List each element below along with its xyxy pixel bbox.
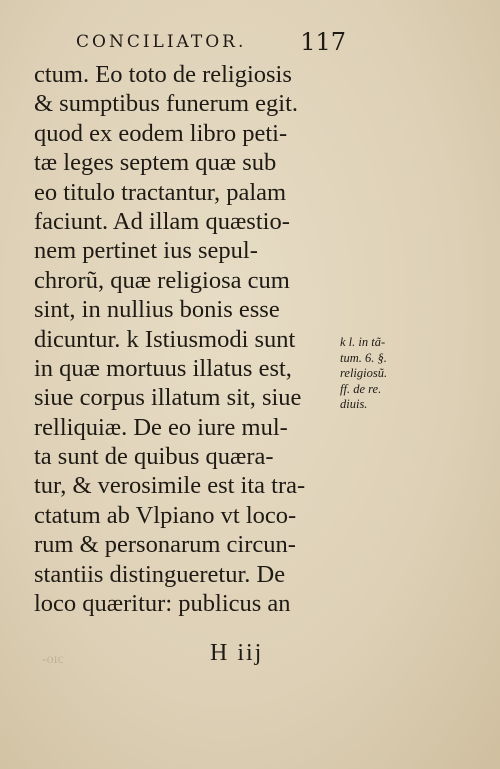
- margin-note-line: religiosũ.: [340, 366, 388, 380]
- text-line: in quæ mortuus illatus est,: [34, 354, 292, 382]
- text-line: relliquiæ. De eo iure mul-: [34, 413, 288, 441]
- text-line: ctum. Eo toto de religiosis: [34, 61, 292, 88]
- margin-note-line: k l. in tã-: [340, 335, 386, 349]
- page-header: [76, 30, 346, 60]
- text-line: chrorũ, quæ religiosa cum: [34, 266, 290, 294]
- text-line: tæ leges septem quæ sub: [34, 149, 277, 177]
- text-line: stantiis distingueretur. De: [34, 560, 286, 588]
- text-line: tur, & verosimile est ita tra-: [34, 472, 306, 500]
- running-head: CONCILIATOR.: [76, 32, 247, 52]
- page-number: 117: [300, 28, 346, 56]
- margin-note-line: ff. de re.: [340, 381, 382, 396]
- text-line: dicuntur. k Istiusmodi sunt: [34, 325, 296, 353]
- text-line: loco quæritur: publicus an: [34, 590, 291, 618]
- body-text: [34, 60, 344, 618]
- text-line: ta sunt de quibus quæra-: [34, 443, 274, 471]
- bleed-through-text: -oıc: [42, 652, 64, 667]
- text-line: quod ex eodem libro peti-: [34, 119, 288, 147]
- marginal-citation: [340, 335, 420, 413]
- text-line: siue corpus illatum sit, siue: [34, 384, 302, 412]
- text-line: faciunt. Ad illam quæstio-: [34, 207, 290, 235]
- text-line: nem pertinet ius sepul-: [34, 237, 258, 265]
- text-line: rum & personarum circun-: [34, 531, 296, 559]
- text-line: ctatum ab Vlpiano vt loco-: [34, 501, 297, 529]
- signature-mark: H iij: [210, 640, 264, 666]
- text-line: & sumptibus funerum egit.: [34, 90, 299, 118]
- text-line: sint, in nullius bonis esse: [34, 296, 280, 324]
- text-line: eo titulo tractantur, palam: [34, 178, 287, 206]
- margin-note-line: tum. 6. §.: [340, 350, 387, 365]
- margin-note-line: diuis.: [340, 397, 368, 411]
